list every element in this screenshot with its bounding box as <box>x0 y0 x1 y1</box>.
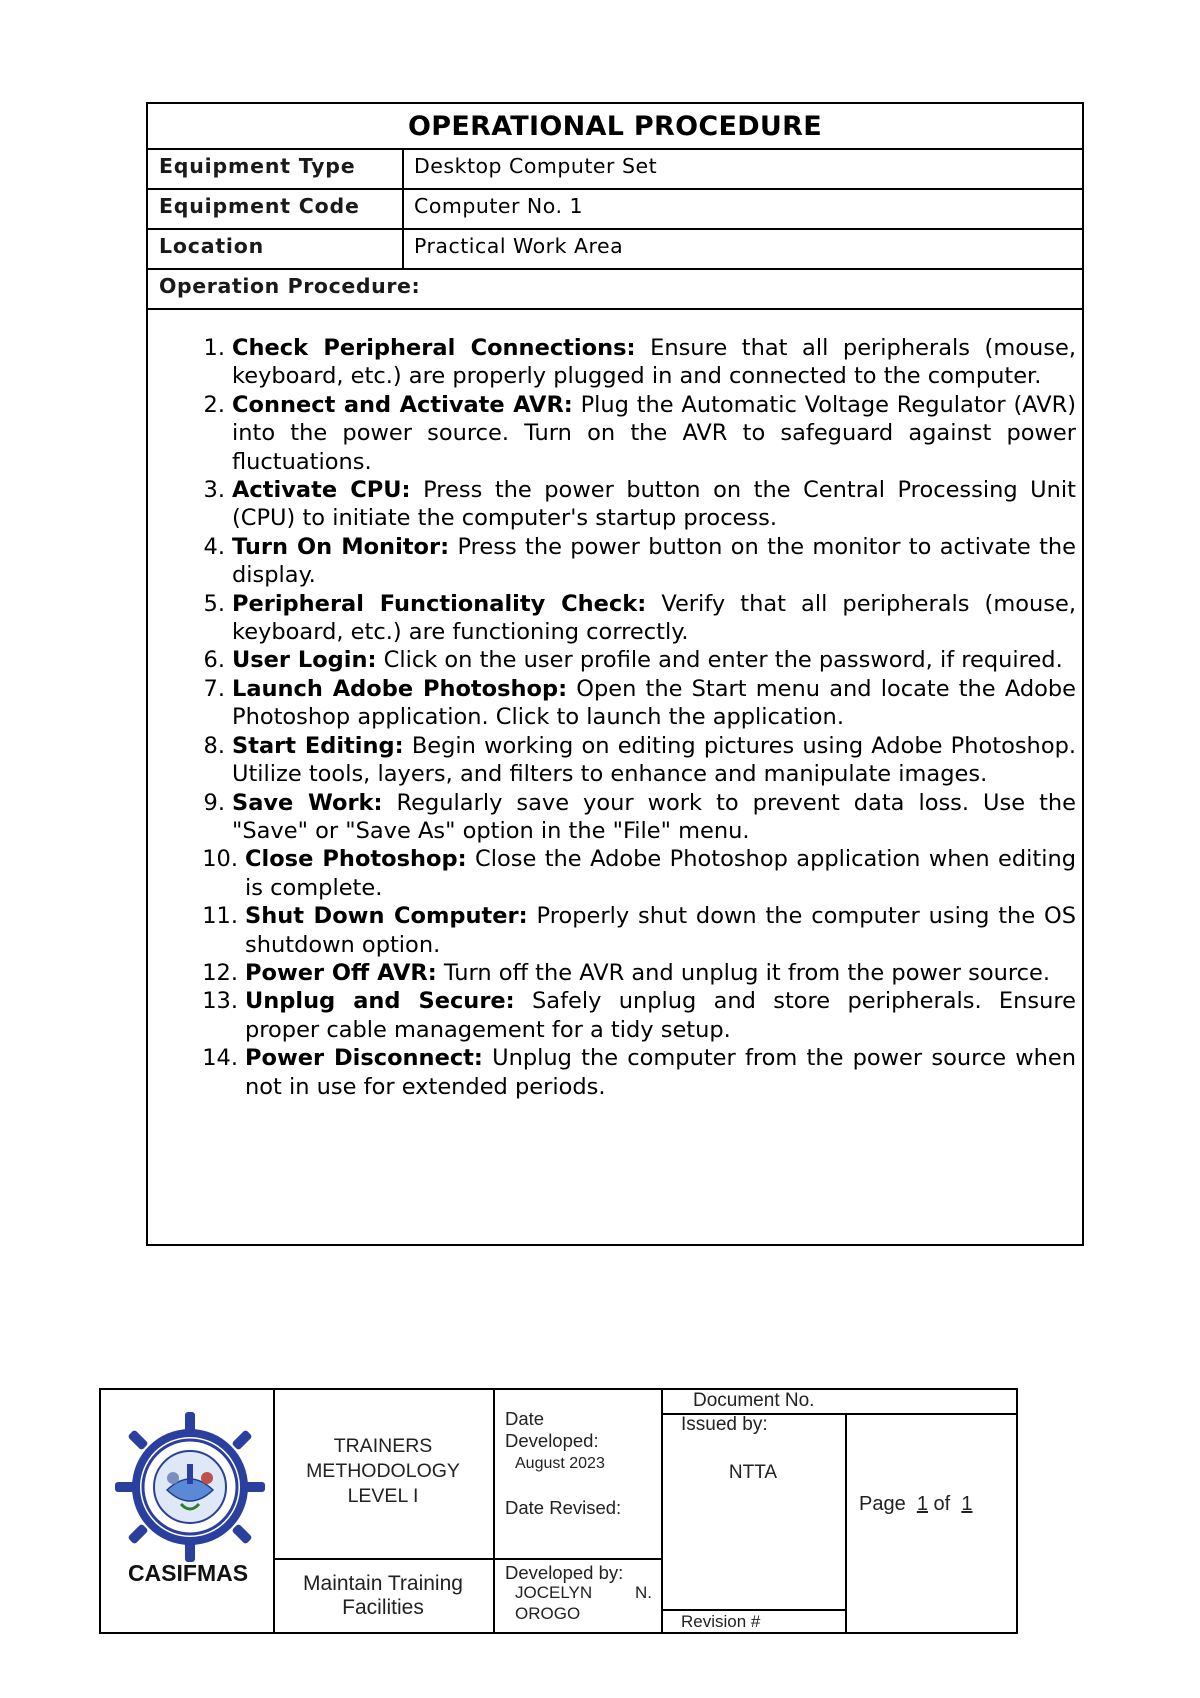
field-value: Practical Work Area <box>414 234 624 258</box>
list-item: 7. Launch Adobe Photoshop: Open the Start menu and locate the Adobe Photoshop application. Click to launch the application. <box>203 675 1076 731</box>
list-item: 13. Unplug and Secure: Safely unplug and store peripherals. Ensure proper cable management for a tidy setup. <box>202 988 1076 1043</box>
field-value: Computer No. 1 <box>414 194 584 218</box>
operational-procedure-table <box>146 102 1084 1246</box>
list-item: 11. Shut Down Computer: Properly shut down the computer using the OS shutdown option. <box>202 903 1077 958</box>
list-item: 4. Turn On Monitor: Press the power button on the monitor to activate the display. <box>203 533 1077 589</box>
issuer-value: NTTA <box>728 1462 778 1483</box>
field-row-location <box>148 230 1082 270</box>
course-title: TRAINERS METHODOLOGY LEVEL I <box>306 1435 460 1507</box>
date-developed-value: August 2023 <box>515 1455 605 1472</box>
page-indicator: Page 1 of 1 <box>859 1493 973 1515</box>
field-label: Location <box>148 230 404 268</box>
list-item: 5. Peripheral Functionality Check: Verify that all peripherals (mouse, keyboard, etc.) are functioning correctly. <box>203 590 1077 646</box>
document-no-label: Document No. <box>693 1390 815 1411</box>
field-label: Equipment Type <box>148 150 404 188</box>
list-item: 8. Start Editing: Begin working on editing pictures using Adobe Photoshop. Utilize tools, layers, and filters to enhance and manipulate images. <box>203 732 1077 788</box>
field-row-equipment-type <box>148 150 1082 190</box>
list-item: 12. Power Off AVR: Turn off the AVR and unplug it from the power source. <box>202 959 1050 986</box>
list-item: 9. Save Work: Regularly save your work to prevent data loss. Use the "Save" or "Save As" option in the "File" menu. <box>203 789 1077 844</box>
developer-initial: N. <box>635 1583 652 1602</box>
list-item: 3. Activate CPU: Press the power button on the Central Processing Unit (CPU) to initiate the computer's startup process. <box>203 477 1076 532</box>
developed-by-label: Developed by: <box>505 1562 624 1583</box>
procedure-steps-list <box>148 334 1086 1101</box>
revision-label: Revision # <box>681 1612 761 1631</box>
field-label: Equipment Code <box>148 190 404 228</box>
developer-last-name: OROGO <box>515 1604 581 1623</box>
list-item: 14. Power Disconnect: Unplug the computer from the power source when not in use for extended periods. <box>202 1045 1077 1100</box>
document-footer-table <box>99 1388 1018 1634</box>
operation-procedure-label: Operation Procedure: <box>148 270 1082 310</box>
date-revised-label: Date Revised: <box>505 1497 622 1518</box>
list-item: 1. Check Peripheral Connections: Ensure that all peripherals (mouse, keyboard, etc.) are properly plugged in and connected to the computer. <box>203 335 1076 390</box>
list-item: 2. Connect and Activate AVR: Plug the Automatic Voltage Regulator (AVR) into the power source. Turn on the AVR to safeguard against power fluctuations. <box>203 391 1076 475</box>
module-title: Maintain Training Facilities <box>303 1572 463 1619</box>
developer-first-name: JOCELYN <box>515 1583 593 1602</box>
form-title: OPERATIONAL PROCEDURE <box>148 104 1082 150</box>
issued-by-label: Issued by: <box>681 1414 768 1435</box>
list-item: 6. User Login: Click on the user profile and enter the password, if required. <box>203 647 1063 674</box>
list-item: 10. Close Photoshop: Close the Adobe Photoshop application when editing is complete. <box>202 846 1076 901</box>
field-value: Desktop Computer Set <box>414 154 658 178</box>
casifmas-seal-logo-icon <box>115 1412 265 1562</box>
date-developed-label: Date Developed: <box>505 1408 599 1451</box>
org-name: CASIFMAS <box>127 1560 249 1586</box>
field-row-equipment-code <box>148 190 1082 230</box>
